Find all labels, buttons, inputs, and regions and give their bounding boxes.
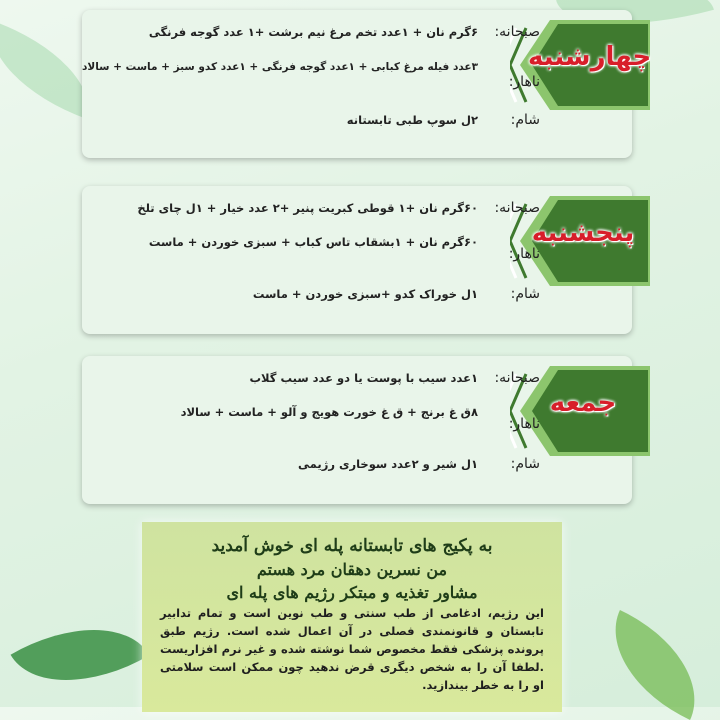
dinner-value: ۱ل شیر و ۲عدد سوخاری رژیمی — [298, 457, 478, 471]
lunch-label: ناهار: — [508, 416, 540, 432]
lunch-value: ۳عدد فیله مرغ کبابی + ۱عدد گوجه فرنگی + ۱عدد کدو سبز + ماست + سالاد — [82, 61, 478, 73]
day-name: پنجشنبه — [531, 218, 635, 248]
day-name: جمعه — [549, 388, 617, 418]
lunch-value: ۸ق غ برنج + ق غ خورت هویج و آلو + ماست + سالاد — [180, 405, 478, 419]
background-leaf — [11, 595, 150, 716]
lunch-label: ناهار: — [508, 246, 540, 262]
dinner-value: ۲ل سوپ طبی تابستانه — [346, 113, 478, 127]
lunch-label: ناهار: — [508, 74, 540, 90]
breakfast-label: صبحانه: — [494, 24, 540, 40]
day-card-thursday — [82, 186, 635, 334]
breakfast-label: صبحانه: — [494, 200, 540, 216]
dinner-label: شام: — [510, 286, 540, 302]
day-card-friday — [82, 356, 632, 504]
intro-box — [142, 522, 562, 712]
day-card-wednesday — [82, 10, 652, 158]
title-line: مشاور تغذیه و مبتکر رژیم های پله ای — [226, 583, 478, 602]
breakfast-value: ۶۰گرم نان +۱ قوطی کبریت پنیر +۲ عدد خیار + ۱ل چای تلخ — [137, 201, 478, 215]
author-line: من نسرین دهقان مرد هستم — [256, 560, 448, 579]
welcome-heading: به پکیج های تابستانه پله ای خوش آمدید — [211, 536, 493, 556]
dinner-value: ۱ل خوراک کدو +سبزی خوردن + ماست — [252, 287, 478, 301]
background-leaf — [590, 610, 719, 720]
day-name: چهارشنبه — [528, 42, 652, 72]
dinner-label: شام: — [510, 456, 540, 472]
breakfast-value: ۶گرم نان + ۱عدد تخم مرغ نیم برشت +۱ عدد گوجه فرنگی — [148, 25, 478, 39]
dinner-label: شام: — [510, 112, 540, 128]
intro-text: این رژیم، ادغامی از طب سنتی و طب نوین است و تمام تدابیر تابستان و قانونمندی فصلی در آن اعمال شده است. رژیم طبق پرونده پزشکی فقط مخصوص شما نوشته شده و غیر نرم افزاریست .لطفا آن را به شخص دیگری قرض ندهید چون ممکن است سلامتی او را به خطر بیندازید. — [160, 606, 544, 692]
breakfast-label: صبحانه: — [494, 370, 540, 386]
breakfast-value: ۱عدد سیب با پوست یا دو عدد سیب گلاب — [249, 371, 478, 385]
lunch-value: ۶۰گرم نان + ۱بشقاب تاس کباب + سبزی خوردن + ماست — [148, 235, 478, 249]
